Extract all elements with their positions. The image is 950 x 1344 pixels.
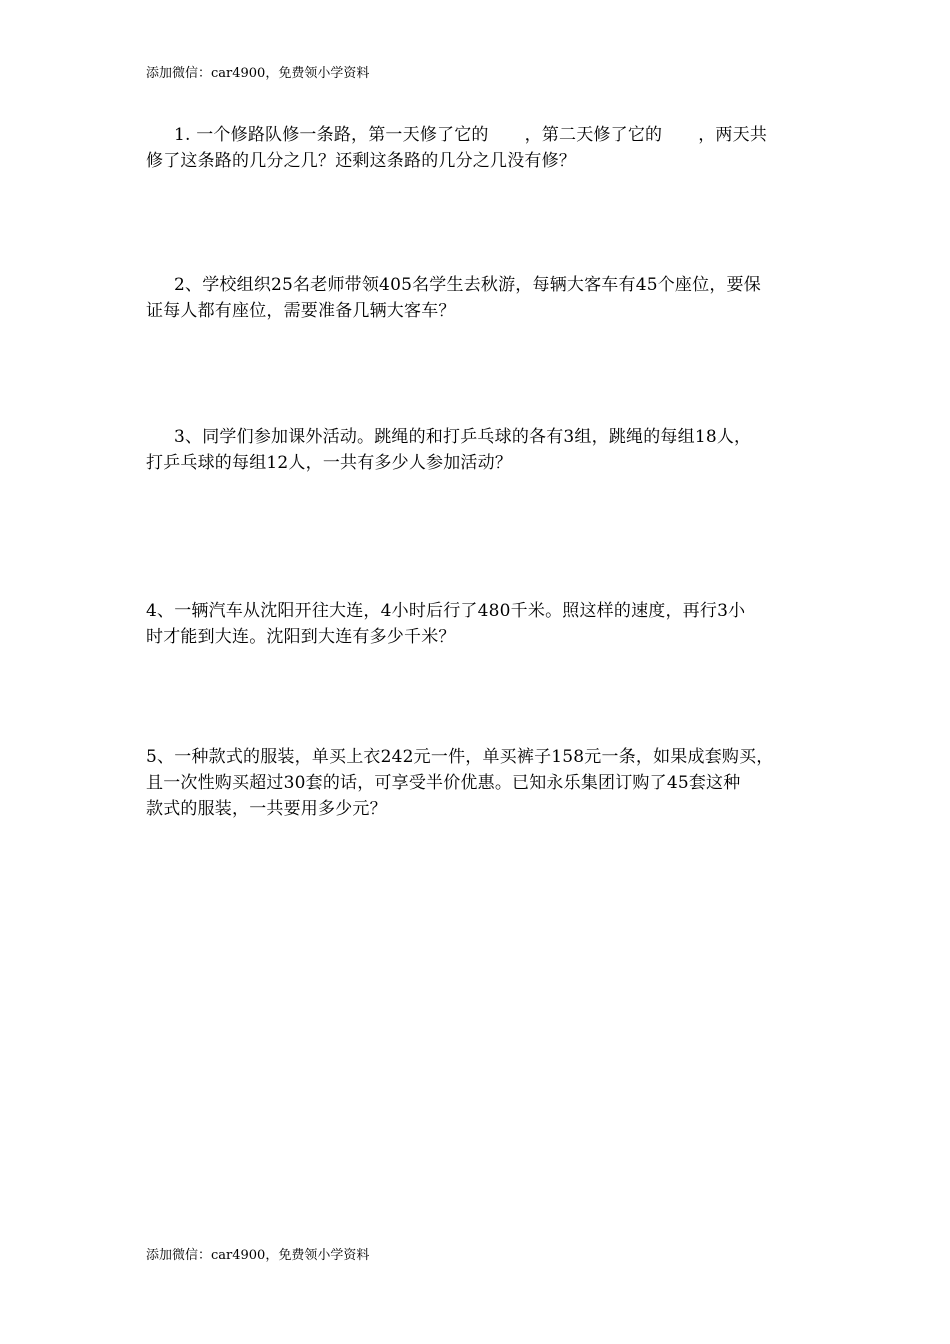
page-footer-note: 添加微信：car4900，免费领小学资料: [146, 1248, 370, 1263]
problem-1-text-part-3: ，两天共: [698, 125, 768, 145]
problem-4-line-1: 4、一辆汽车从沈阳开往大连，4小时后行了480千米。照这样的速度，再行3小: [146, 601, 746, 621]
problem-5-line-3: 款式的服装，一共要用多少元？: [146, 799, 387, 819]
problem-1-text-part-2: ，第二天修了它的: [524, 125, 663, 145]
problem-3-line-1: 3、同学们参加课外活动。跳绳的和打乒乓球的各有3组，跳绳的每组18人，: [174, 427, 752, 447]
problem-3: [146, 424, 810, 476]
problem-1-line-2: 修了这条路的几分之几？还剩这条路的几分之几没有修？: [146, 151, 576, 171]
problem-5-line-1: 5、一种款式的服装，单买上衣242元一件，单买裤子158元一条，如果成套购买，: [146, 747, 774, 767]
problem-5: [146, 744, 810, 822]
problem-4: [146, 598, 810, 650]
problem-3-line-2: 打乒乓球的每组12人，一共有多少人参加活动？: [146, 453, 513, 473]
problem-5-line-2: 且一次性购买超过30套的话，可享受半价优惠。已知永乐集团订购了45套这种: [146, 773, 741, 793]
page-header-note: 添加微信：car4900，免费领小学资料: [146, 66, 370, 81]
problem-2: [146, 272, 810, 324]
problem-2-line-2: 证每人都有座位，需要准备几辆大客车？: [146, 301, 456, 321]
problem-4-line-2: 时才能到大连。沈阳到大连有多少千米？: [146, 627, 456, 647]
problem-2-line-1: 2、学校组织25名老师带领405名学生去秋游，每辆大客车有45个座位，要保: [174, 275, 761, 295]
problem-1-text-part-1: 1. 一个修路队修一条路，第一天修了它的: [174, 125, 489, 145]
problem-1: [146, 122, 810, 174]
problem-1-line-1: [146, 122, 810, 148]
